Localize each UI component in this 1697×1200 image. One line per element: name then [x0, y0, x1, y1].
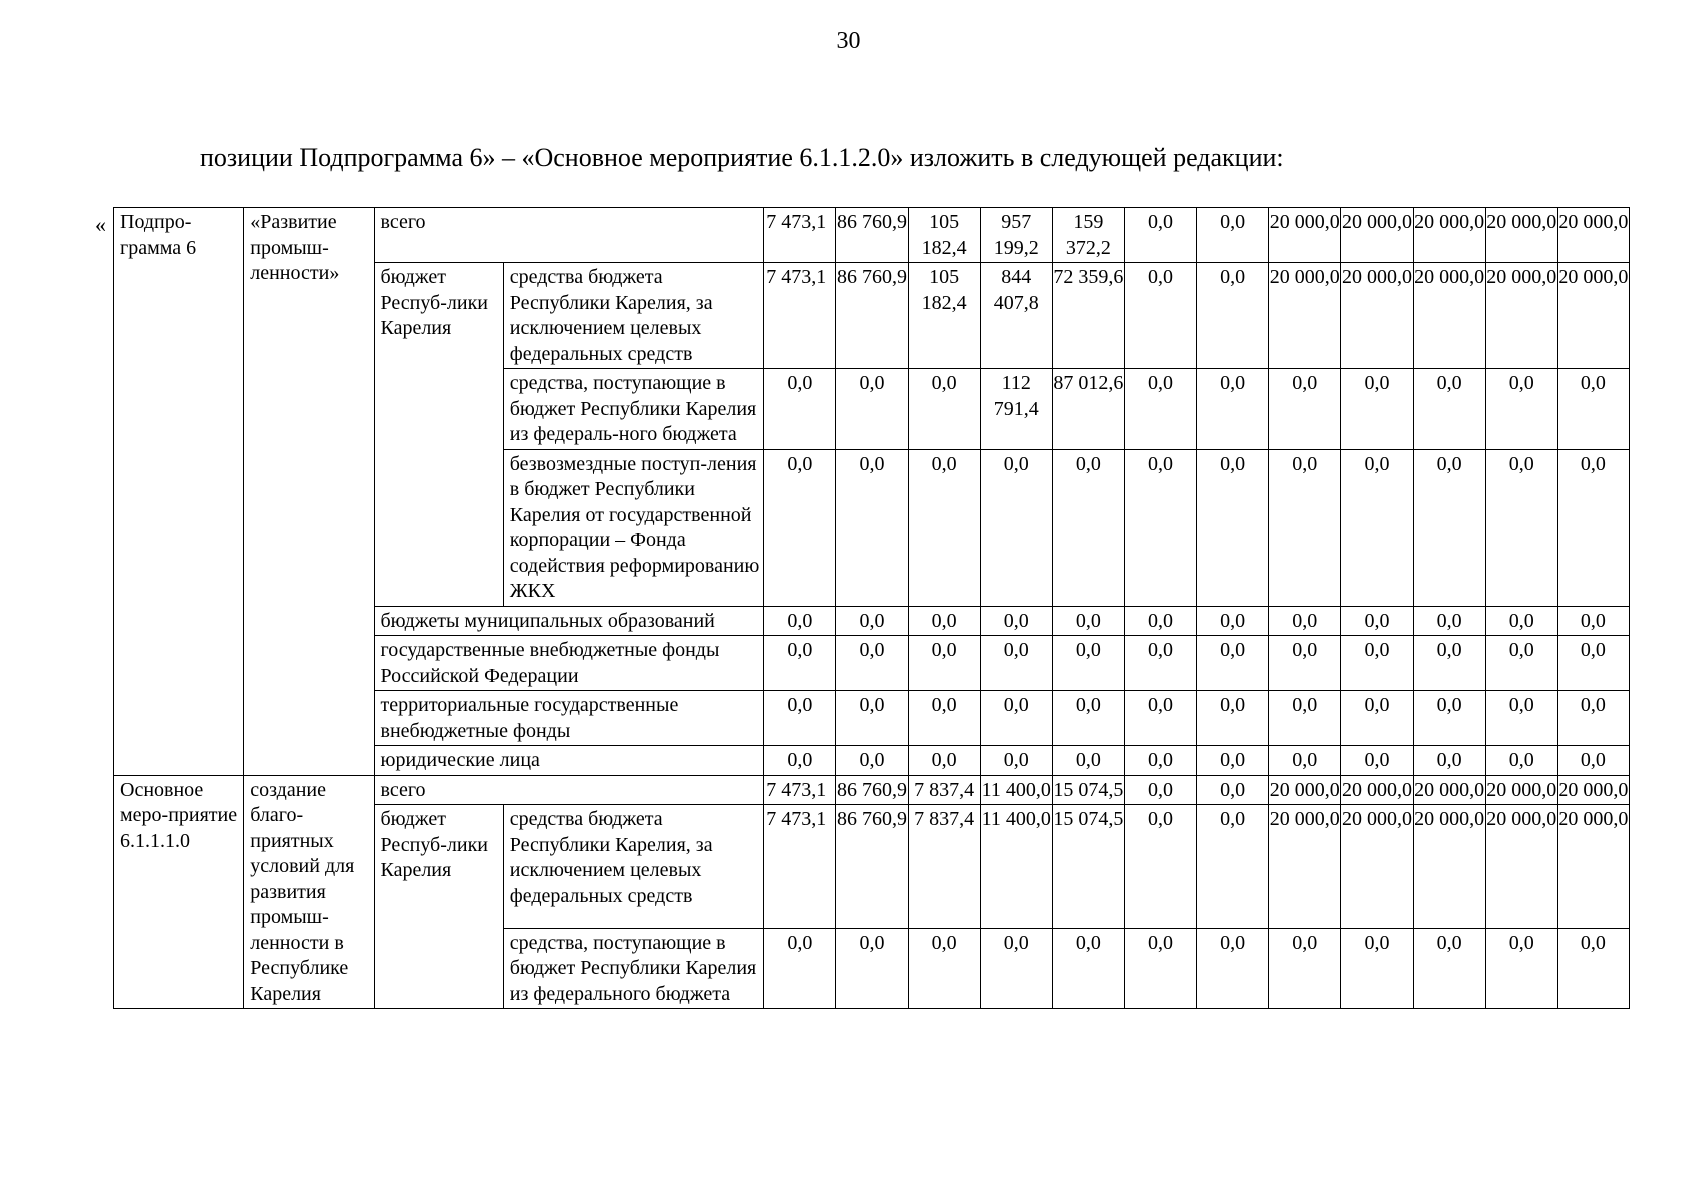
- value-cell: 0,0: [1052, 636, 1124, 691]
- value-cell: 0,0: [764, 691, 836, 746]
- value-cell: 0,0: [1124, 606, 1196, 636]
- value-cell: 0,0: [836, 636, 908, 691]
- value-cell: 11 400,0: [980, 775, 1052, 805]
- value-cell: 20 000,0: [1557, 805, 1629, 929]
- value-cell: 0,0: [1341, 449, 1413, 606]
- value-cell: 0,0: [1052, 691, 1124, 746]
- value-cell: 0,0: [1413, 928, 1485, 1009]
- value-cell: 0,0: [1124, 263, 1196, 369]
- value-cell: 15 074,5: [1052, 805, 1124, 929]
- value-cell: 0,0: [908, 606, 980, 636]
- value-cell: 0,0: [908, 928, 980, 1009]
- value-cell: 0,0: [836, 449, 908, 606]
- value-cell: 0,0: [1485, 449, 1557, 606]
- section-code: Основное меро-приятие 6.1.1.1.0: [114, 775, 244, 1009]
- section-name: «Развитие промыш-ленности»: [244, 208, 374, 776]
- value-cell: 0,0: [836, 369, 908, 450]
- value-cell: 0,0: [1197, 928, 1269, 1009]
- value-cell: 0,0: [1413, 369, 1485, 450]
- funding-source-label: территориальные государственные внебюджетные фонды: [374, 691, 764, 746]
- value-cell: 0,0: [836, 746, 908, 776]
- budget-group-label: бюджет Респуб-лики Карелия: [374, 805, 503, 1009]
- value-cell: 0,0: [1269, 369, 1341, 450]
- value-cell: 0,0: [1341, 746, 1413, 776]
- value-cell: 0,0: [1341, 369, 1413, 450]
- value-cell: 20 000,0: [1413, 208, 1485, 263]
- funding-source-label: безвозмездные поступ-ления в бюджет Республики Карелия от государственной корпорации – Фонда содействия реформированию ЖКХ: [503, 449, 764, 606]
- value-cell: 20 000,0: [1485, 208, 1557, 263]
- value-cell: 0,0: [1413, 449, 1485, 606]
- value-cell: 0,0: [980, 691, 1052, 746]
- value-cell: 7 473,1: [764, 775, 836, 805]
- value-cell: 20 000,0: [1413, 263, 1485, 369]
- value-cell: 0,0: [980, 449, 1052, 606]
- budget-table: [113, 207, 1630, 1009]
- value-cell: 0,0: [1485, 606, 1557, 636]
- intro-text: позиции Подпрограмма 6» – «Основное мероприятие 6.1.1.2.0» изложить в следующей редакции:: [200, 143, 1284, 172]
- value-cell: 0,0: [1269, 928, 1341, 1009]
- value-cell: 0,0: [1557, 746, 1629, 776]
- value-cell: 20 000,0: [1485, 263, 1557, 369]
- value-cell: 0,0: [836, 691, 908, 746]
- value-cell: 20 000,0: [1341, 805, 1413, 929]
- value-cell: 0,0: [1197, 606, 1269, 636]
- funding-source-label: средства, поступающие в бюджет Республики Карелия из федераль-ного бюджета: [503, 369, 764, 450]
- value-cell: 0,0: [1052, 606, 1124, 636]
- value-cell: 105 182,4: [908, 208, 980, 263]
- value-cell: 0,0: [1124, 928, 1196, 1009]
- value-cell: 72 359,6: [1052, 263, 1124, 369]
- value-cell: 0,0: [1341, 606, 1413, 636]
- value-cell: 20 000,0: [1485, 805, 1557, 929]
- funding-source-label: бюджеты муниципальных образований: [374, 606, 764, 636]
- value-cell: 0,0: [1341, 636, 1413, 691]
- value-cell: 0,0: [908, 636, 980, 691]
- value-cell: 20 000,0: [1269, 805, 1341, 929]
- value-cell: 0,0: [1052, 928, 1124, 1009]
- funding-source-label: средства бюджета Республики Карелия, за исключением целевых федеральных средств: [503, 805, 764, 929]
- value-cell: 20 000,0: [1341, 263, 1413, 369]
- value-cell: 87 012,6: [1052, 369, 1124, 450]
- value-cell: 0,0: [1197, 449, 1269, 606]
- table-row: [114, 775, 1630, 805]
- value-cell: 0,0: [1485, 636, 1557, 691]
- value-cell: 0,0: [1197, 263, 1269, 369]
- value-cell: 0,0: [836, 928, 908, 1009]
- funding-source-label: средства, поступающие в бюджет Республики Карелия из федерального бюджета: [503, 928, 764, 1009]
- value-cell: 0,0: [1269, 606, 1341, 636]
- value-cell: 0,0: [1124, 636, 1196, 691]
- value-cell: 7 473,1: [764, 208, 836, 263]
- value-cell: 0,0: [1269, 691, 1341, 746]
- value-cell: 0,0: [1413, 746, 1485, 776]
- value-cell: 0,0: [1269, 746, 1341, 776]
- value-cell: 0,0: [1124, 369, 1196, 450]
- value-cell: 7 837,4: [908, 805, 980, 929]
- value-cell: 86 760,9: [836, 208, 908, 263]
- value-cell: 15 074,5: [1052, 775, 1124, 805]
- budget-group-label: бюджет Респуб-лики Карелия: [374, 263, 503, 607]
- value-cell: 0,0: [1124, 805, 1196, 929]
- section-name: создание благо-приятных условий для развития промыш-ленности в Республике Карелия: [244, 775, 374, 1009]
- value-cell: 20 000,0: [1341, 208, 1413, 263]
- value-cell: 0,0: [1197, 369, 1269, 450]
- value-cell: 7 473,1: [764, 805, 836, 929]
- value-cell: 0,0: [1197, 775, 1269, 805]
- value-cell: 0,0: [764, 606, 836, 636]
- value-cell: 0,0: [1485, 369, 1557, 450]
- value-cell: 0,0: [764, 636, 836, 691]
- value-cell: 159 372,2: [1052, 208, 1124, 263]
- value-cell: 0,0: [1269, 636, 1341, 691]
- value-cell: 20 000,0: [1485, 775, 1557, 805]
- value-cell: 0,0: [1124, 775, 1196, 805]
- opening-quote-mark: «: [95, 212, 106, 237]
- value-cell: 957 199,2: [980, 208, 1052, 263]
- value-cell: 0,0: [1124, 449, 1196, 606]
- value-cell: 20 000,0: [1413, 805, 1485, 929]
- value-cell: 86 760,9: [836, 805, 908, 929]
- funding-source-label: всего: [374, 775, 764, 805]
- value-cell: 0,0: [1052, 746, 1124, 776]
- value-cell: 0,0: [980, 636, 1052, 691]
- value-cell: 20 000,0: [1413, 775, 1485, 805]
- value-cell: 0,0: [1485, 928, 1557, 1009]
- page-number: 30: [836, 28, 861, 54]
- value-cell: 0,0: [1124, 208, 1196, 263]
- value-cell: 20 000,0: [1269, 208, 1341, 263]
- value-cell: 0,0: [1557, 449, 1629, 606]
- value-cell: 0,0: [1197, 805, 1269, 929]
- value-cell: 0,0: [1052, 449, 1124, 606]
- value-cell: 0,0: [1197, 208, 1269, 263]
- value-cell: 0,0: [1197, 691, 1269, 746]
- value-cell: 20 000,0: [1341, 775, 1413, 805]
- value-cell: 0,0: [836, 606, 908, 636]
- value-cell: 0,0: [1557, 636, 1629, 691]
- table-row: [114, 208, 1630, 263]
- value-cell: 105 182,4: [908, 263, 980, 369]
- value-cell: 0,0: [1413, 636, 1485, 691]
- value-cell: 20 000,0: [1557, 263, 1629, 369]
- value-cell: 0,0: [1197, 636, 1269, 691]
- value-cell: 0,0: [764, 928, 836, 1009]
- value-cell: 0,0: [980, 746, 1052, 776]
- funding-source-label: юридические лица: [374, 746, 764, 776]
- value-cell: 0,0: [908, 746, 980, 776]
- value-cell: 0,0: [1557, 369, 1629, 450]
- value-cell: 0,0: [1413, 691, 1485, 746]
- value-cell: 11 400,0: [980, 805, 1052, 929]
- value-cell: 0,0: [1341, 928, 1413, 1009]
- funding-source-label: государственные внебюджетные фонды Российской Федерации: [374, 636, 764, 691]
- value-cell: 86 760,9: [836, 775, 908, 805]
- value-cell: 0,0: [1124, 691, 1196, 746]
- value-cell: 0,0: [1269, 449, 1341, 606]
- value-cell: 0,0: [908, 449, 980, 606]
- value-cell: 7 837,4: [908, 775, 980, 805]
- value-cell: 20 000,0: [1269, 775, 1341, 805]
- value-cell: 0,0: [1557, 691, 1629, 746]
- value-cell: 0,0: [908, 691, 980, 746]
- value-cell: 20 000,0: [1269, 263, 1341, 369]
- value-cell: 0,0: [1557, 606, 1629, 636]
- value-cell: 0,0: [764, 369, 836, 450]
- value-cell: 0,0: [980, 606, 1052, 636]
- funding-source-label: всего: [374, 208, 764, 263]
- value-cell: 0,0: [1197, 746, 1269, 776]
- value-cell: 0,0: [764, 746, 836, 776]
- value-cell: 844 407,8: [980, 263, 1052, 369]
- value-cell: 20 000,0: [1557, 208, 1629, 263]
- value-cell: 0,0: [764, 449, 836, 606]
- value-cell: 0,0: [1413, 606, 1485, 636]
- value-cell: 0,0: [980, 928, 1052, 1009]
- funding-source-label: средства бюджета Республики Карелия, за исключением целевых федеральных средств: [503, 263, 764, 369]
- value-cell: 0,0: [1557, 928, 1629, 1009]
- value-cell: 20 000,0: [1557, 775, 1629, 805]
- value-cell: 0,0: [1485, 691, 1557, 746]
- value-cell: 0,0: [908, 369, 980, 450]
- value-cell: 0,0: [1341, 691, 1413, 746]
- value-cell: 0,0: [1124, 746, 1196, 776]
- value-cell: 0,0: [1485, 746, 1557, 776]
- value-cell: 86 760,9: [836, 263, 908, 369]
- budget-table-body: [114, 208, 1630, 1009]
- value-cell: 112 791,4: [980, 369, 1052, 450]
- section-code: Подпро-грамма 6: [114, 208, 244, 776]
- value-cell: 7 473,1: [764, 263, 836, 369]
